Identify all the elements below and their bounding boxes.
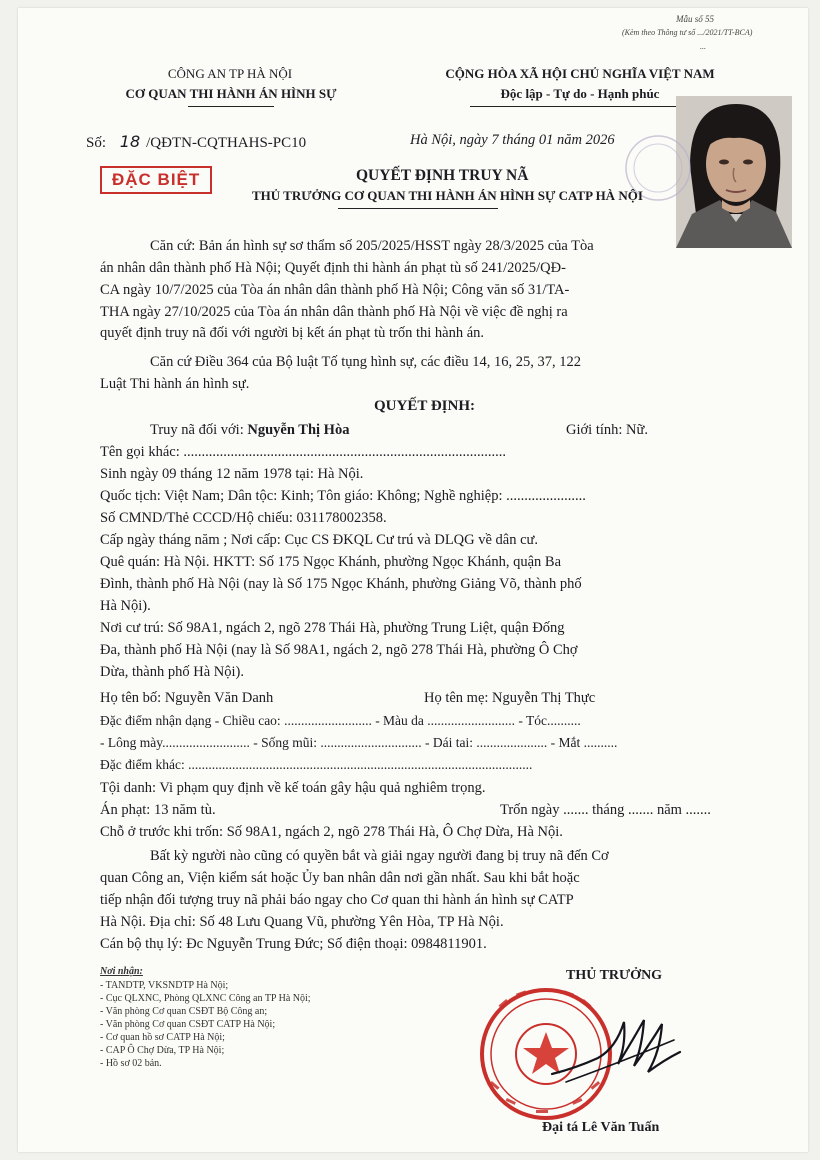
doc-number-suffix: /QĐTN-CQTHAHS-PC10 bbox=[146, 135, 307, 151]
crime: Tội danh: Vi phạm quy định về kế toán gây hậu quả nghiêm trọng. bbox=[100, 780, 486, 796]
recipient-item: - Văn phòng Cơ quan CSĐT Bộ Công an; bbox=[100, 1006, 268, 1017]
signer-title: THỦ TRƯỞNG bbox=[566, 968, 663, 983]
header-right-rule bbox=[470, 106, 692, 107]
case-officer: Cán bộ thụ lý: Đc Nguyễn Trung Đức; Số điện thoại: 0984811901. bbox=[100, 936, 487, 952]
residence-line-2: Đa, thành phố Hà Nội (nay là Số 98A1, ngách 2, ngõ 278 Thái Hà, phường Ô Chợ bbox=[100, 642, 578, 658]
instruction-line-2: quan Công an, Viện kiểm sát hoặc Ủy ban nhân dân nơi gần nhất. Sau khi bắt hoặc bbox=[100, 870, 580, 886]
instruction-line-1: Bất kỳ người nào cũng có quyền bắt và giải ngay người đang bị truy nã đến Cơ bbox=[150, 848, 609, 864]
recipient-item: - Hồ sơ 02 bản. bbox=[100, 1058, 162, 1069]
wanted-label: Truy nã đối với: bbox=[150, 422, 244, 438]
id-number: Số CMND/Thẻ CCCD/Hộ chiếu: 031178002358. bbox=[100, 510, 387, 526]
form-code-line-3: ... bbox=[700, 42, 706, 51]
hometown-line-2: Đình, thành phố Hà Nội (nay là Số 175 Ngọc Khánh, phường Giảng Võ, thành phố bbox=[100, 576, 582, 592]
recipients-heading: Nơi nhận: bbox=[100, 966, 143, 977]
wanted-name: Nguyễn Thị Hòa bbox=[247, 422, 350, 438]
doc-number-prefix: Số: bbox=[86, 135, 107, 151]
form-code-line-1: Mẫu số 55 bbox=[676, 14, 714, 24]
recipient-item: - Cơ quan hồ sơ CATP Hà Nội; bbox=[100, 1032, 225, 1043]
issuing-authority: THỦ TRƯỞNG CƠ QUAN THI HÀNH ÁN HÌNH SỰ CATP HÀ NỘI bbox=[252, 188, 643, 203]
agency-name: CÔNG AN TP HÀ NỘI bbox=[167, 66, 293, 81]
basis-line-2: án nhân dân thành phố Hà Nội; Quyết định thi hành án phạt tù số 241/2025/QĐ- bbox=[100, 260, 566, 276]
id-issued: Cấp ngày tháng năm ; Nơi cấp: Cục CS ĐKQL Cư trú và DLQG về dân cư. bbox=[100, 532, 539, 548]
title-rule bbox=[338, 208, 498, 209]
basis-line-7: Luật Thi hành án hình sự. bbox=[100, 376, 250, 392]
place-date: Hà Nội, ngày 7 tháng 01 năm 2026 bbox=[410, 132, 615, 148]
basis-line-6: Căn cứ Điều 364 của Bộ luật Tố tụng hình sự, các điều 14, 16, 25, 37, 122 bbox=[150, 354, 582, 370]
handwritten-signature bbox=[546, 1002, 686, 1092]
special-priority-tag: ĐẶC BIỆT bbox=[100, 166, 212, 194]
form-code-line-2: (Kèm theo Thông tư số .../2021/TT-BCA) bbox=[622, 28, 753, 37]
nation-name: CỘNG HÒA XÃ HỘI CHỦ NGHĨA VIỆT NAM bbox=[445, 66, 715, 81]
residence-line-3: Dừa, thành phố Hà Nội). bbox=[100, 664, 244, 680]
residence-line-1: Nơi cư trú: Số 98A1, ngách 2, ngõ 278 Thái Hà, phường Trung Liệt, quận Đống bbox=[100, 620, 565, 636]
hometown-line-3: Hà Nội). bbox=[100, 598, 151, 614]
basis-line-1: Căn cứ: Bản án hình sự sơ thẩm số 205/2025/HSST ngày 28/3/2025 của Tòa bbox=[150, 238, 594, 254]
features-line-2: - Lông mày.......................... - Sống mũi: .............................. - Dái tai: ..................... - Mắt .......... bbox=[100, 735, 618, 750]
recipient-item: - TANDTP, VKSNDTP Hà Nội; bbox=[100, 980, 229, 991]
date-of-birth: Sinh ngày 09 tháng 12 năm 1978 tại: Hà Nội. bbox=[100, 466, 364, 482]
features-line-1: Đặc điểm nhận dạng - Chiều cao: .......................... - Màu da .......................... - Tóc.......... bbox=[100, 713, 581, 728]
hometown-line-1: Quê quán: Hà Nội. HKTT: Số 175 Ngọc Khánh, phường Ngọc Khánh, quận Ba bbox=[100, 554, 562, 570]
doc-number bbox=[86, 132, 306, 152]
basis-line-5: quyết định truy nã đối với người bị kết án phạt tù trốn thi hành án. bbox=[100, 325, 485, 341]
sentence: Án phạt: 13 năm tù. bbox=[100, 802, 216, 818]
father-name: Họ tên bố: Nguyễn Văn Danh bbox=[100, 690, 274, 706]
gender: Giới tính: Nữ. bbox=[566, 422, 648, 438]
recipient-item: - Cục QLXNC, Phòng QLXNC Công an TP Hà Nội; bbox=[100, 993, 311, 1004]
wanted-line bbox=[150, 420, 349, 442]
document-title: QUYẾT ĐỊNH TRUY NÃ bbox=[356, 167, 529, 184]
nationality: Quốc tịch: Việt Nam; Dân tộc: Kinh; Tôn giáo: Không; Nghề nghiệp: ...................... bbox=[100, 488, 586, 504]
instruction-line-3: tiếp nhận đối tượng truy nã phải báo ngay cho Cơ quan thi hành án hình sự CATP bbox=[100, 892, 574, 908]
mother-name: Họ tên mẹ: Nguyễn Thị Thực bbox=[424, 690, 596, 706]
nation-motto: Độc lập - Tự do - Hạnh phúc bbox=[500, 86, 660, 101]
signer-name: Đại tá Lê Văn Tuấn bbox=[542, 1120, 660, 1135]
department-name: CƠ QUAN THI HÀNH ÁN HÌNH SỰ bbox=[125, 86, 337, 101]
recipient-item: - CAP Ô Chợ Dừa, TP Hà Nội; bbox=[100, 1045, 225, 1056]
last-seen-address: Chỗ ở trước khi trốn: Số 98A1, ngách 2, ngõ 278 Thái Hà, Ô Chợ Dừa, Hà Nội. bbox=[100, 824, 563, 840]
escape-date: Trốn ngày ....... tháng ....... năm ....... bbox=[500, 802, 711, 818]
alias: Tên gọi khác: ......................................................................................... bbox=[100, 444, 506, 460]
features-line-3: Đặc điểm khác: ...................................................................................................... bbox=[100, 757, 533, 772]
instruction-line-4: Hà Nội. Địa chỉ: Số 48 Lưu Quang Vũ, phường Yên Hòa, TP Hà Nội. bbox=[100, 914, 504, 930]
decision-heading: QUYẾT ĐỊNH: bbox=[374, 398, 475, 414]
basis-line-3: CA ngày 10/7/2025 của Tòa án nhân dân thành phố Hà Nội; Công văn số 31/TA- bbox=[100, 282, 570, 298]
recipient-item: - Văn phòng Cơ quan CSĐT CATP Hà Nội; bbox=[100, 1019, 276, 1030]
basis-line-4: THA ngày 27/10/2025 của Tòa án nhân dân thành phố Hà Nội về việc đề nghị ra bbox=[100, 304, 568, 320]
header-left-rule bbox=[188, 106, 274, 107]
doc-number-value: 18 bbox=[119, 132, 141, 151]
